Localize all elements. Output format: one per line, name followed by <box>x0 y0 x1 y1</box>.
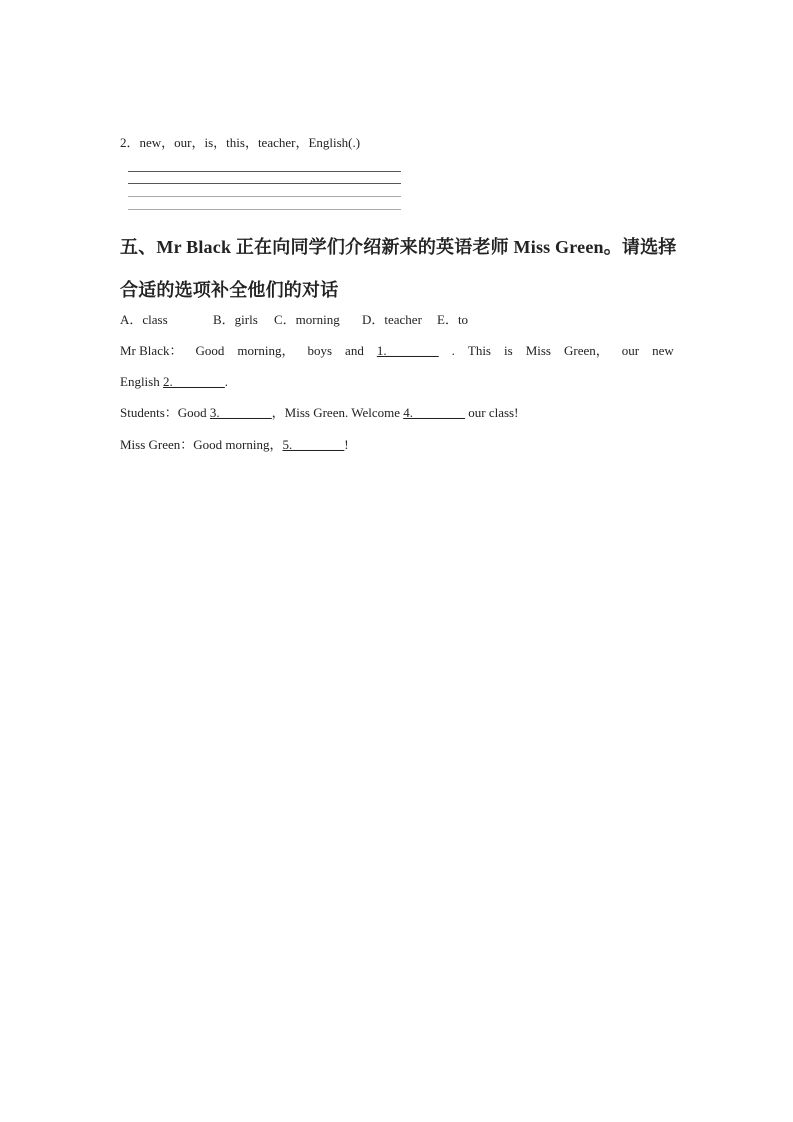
dialog-word: Miss <box>525 343 551 358</box>
dialog-line-4 <box>120 436 349 454</box>
dialog-text: ! <box>344 437 349 452</box>
answer-line <box>128 196 401 197</box>
dialog-word: This <box>467 343 491 358</box>
blank-2[interactable]: 2.________ <box>162 374 225 389</box>
dialog-word: boys <box>307 343 333 358</box>
answer-line <box>128 209 401 210</box>
dialog-word: our <box>621 343 640 358</box>
dialog-word: morning， <box>237 343 295 358</box>
section-5-title: 五、Mr Black 正在向同学们介绍新来的英语老师 Miss Green。请选择合适的选项补全他们的对话 <box>120 237 677 300</box>
blank-1[interactable]: 1.________ <box>376 343 439 358</box>
dialog-word: new <box>652 343 674 358</box>
option-list <box>120 311 468 329</box>
dialog-word: and <box>345 343 364 358</box>
option-b: B．girls <box>213 312 258 327</box>
speaker-mr-black: Mr Black： <box>120 343 183 358</box>
dialog-text: . <box>224 374 228 389</box>
dialog-word: Green， <box>564 343 609 358</box>
dialog-word: is <box>504 343 513 358</box>
option-c: C．morning <box>274 312 340 327</box>
dialog-text: Students：Good <box>120 405 210 420</box>
blank-3[interactable]: 3.________ <box>209 405 272 420</box>
dialog-word: . <box>451 343 455 358</box>
answer-lines <box>128 168 401 210</box>
option-d: D．teacher <box>362 312 422 327</box>
dialog-line-2 <box>120 373 228 391</box>
dialog-text: English <box>120 374 163 389</box>
dialog-line-1 <box>120 342 674 360</box>
dialog-line-3 <box>120 404 518 422</box>
blank-5[interactable]: 5.________ <box>282 437 345 452</box>
dialog-word: Good <box>195 343 225 358</box>
option-e: E．to <box>437 312 469 327</box>
answer-line <box>128 171 401 172</box>
dialog-text: our class! <box>465 405 519 420</box>
blank-4[interactable]: 4.________ <box>403 405 465 420</box>
dialog-text: Miss Green：Good morning， <box>120 437 283 452</box>
answer-line <box>128 183 401 184</box>
dialog-text: ，Miss Green. Welcome <box>271 405 404 420</box>
question-2-prompt: 2．new，our，is，this，teacher，English(.) <box>120 135 361 150</box>
option-a: A．class <box>120 312 168 327</box>
